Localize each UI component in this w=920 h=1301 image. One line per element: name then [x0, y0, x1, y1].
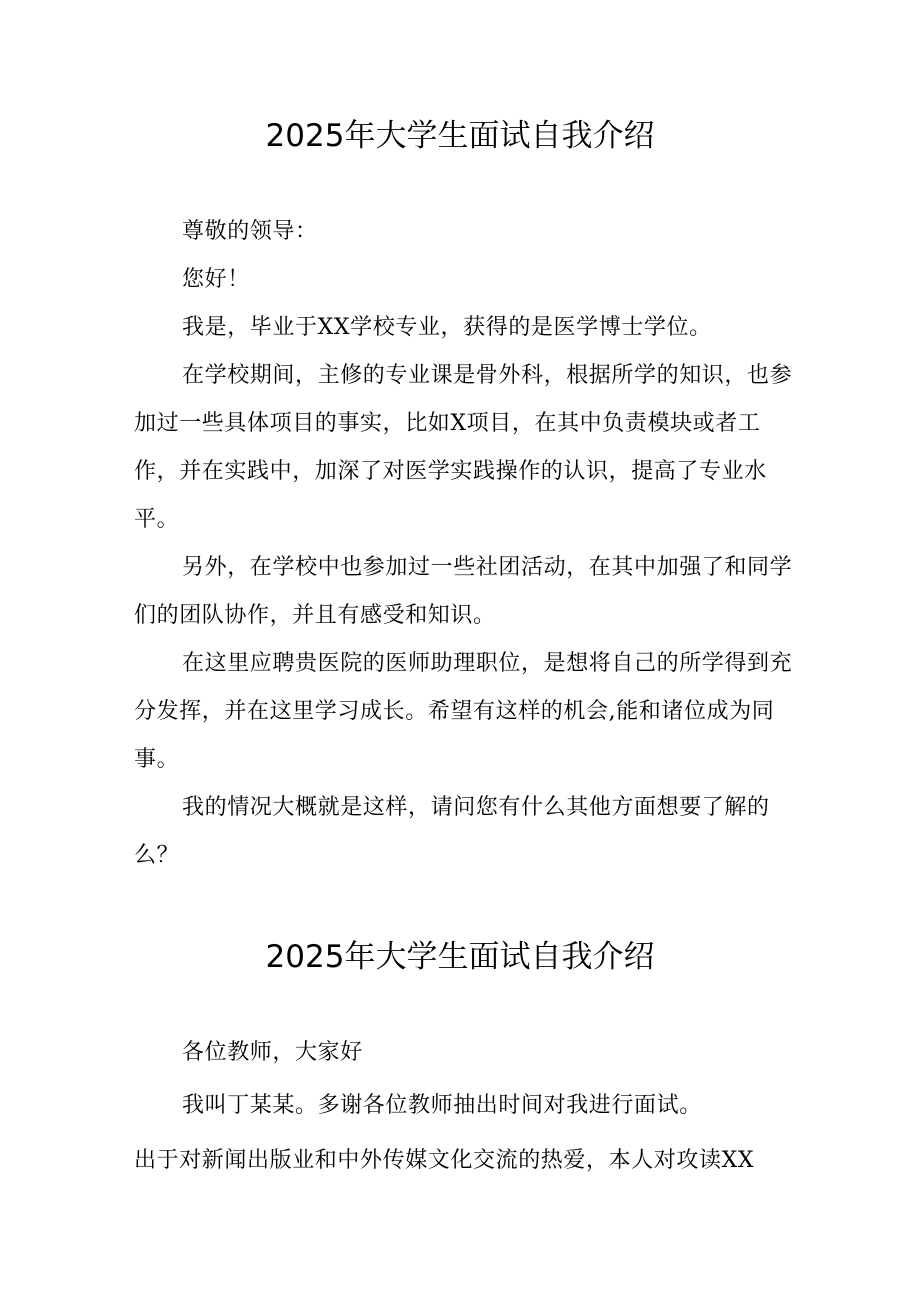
salutation: 尊敬的领导： [182, 219, 318, 244]
document-title: 2025年大学生面试自我介绍 [265, 939, 655, 975]
paragraph-application: 在这里应聘贵医院的医师助理职位，是想将自己的所学得到充分发挥，并在这里学习成长。希望有这样的机会,能和诸位成为同事。 [134, 651, 793, 772]
paragraph-motivation: 出于对新闻出版业和中外传媒文化交流的热爱，本人对攻读XX [134, 1148, 755, 1173]
paragraph-activities: 另外，在学校中也参加过一些社团活动，在其中加强了和同学们的团队协作，并且有感受和知识。 [134, 555, 793, 628]
paragraph-intro: 我叫丁某某。多谢各位教师抽出时间对我进行面试。 [182, 1093, 702, 1118]
paragraph-closing: 我的情况大概就是这样，请问您有什么其他方面想要了解的么？ [134, 795, 770, 868]
document-title: 2025年大学生面试自我介绍 [265, 118, 655, 154]
salutation: 各位教师，大家好 [182, 1040, 363, 1065]
greeting: 您好！ [182, 267, 250, 292]
paragraph-study: 在学校期间，主修的专业课是骨外科，根据所学的知识，也参加过一些具体项目的事实，比如X项目，在其中负责模块或者工作，并在实践中，加深了对医学实践操作的认识，提高了专业水平。 [134, 363, 793, 532]
paragraph-graduation: 我是，毕业于XX学校专业，获得的是医学博士学位。 [182, 315, 712, 340]
